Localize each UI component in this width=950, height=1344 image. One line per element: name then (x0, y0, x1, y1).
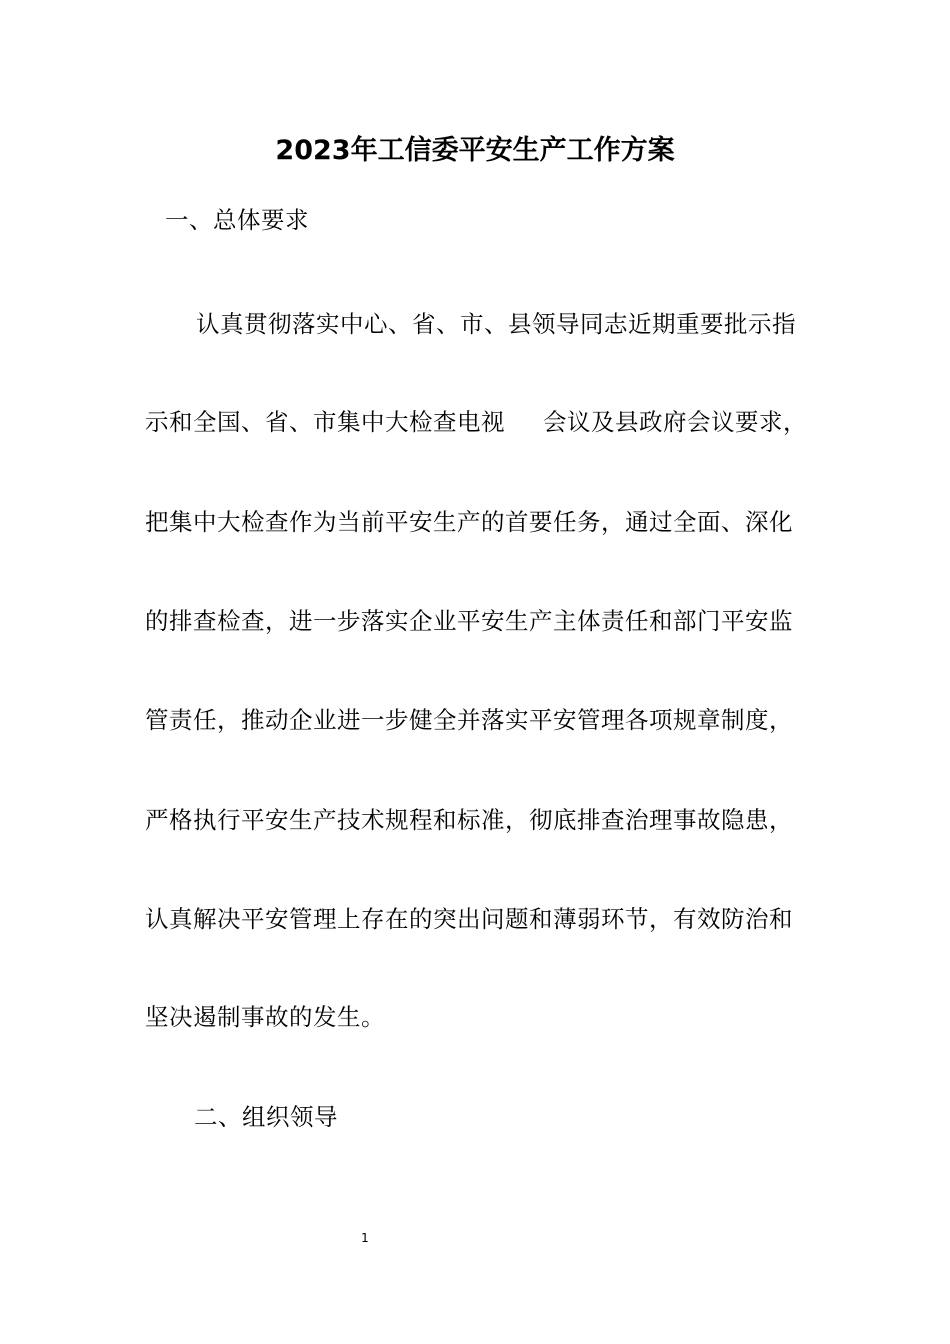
page-number: 1 (361, 1231, 369, 1245)
paragraph-line: 会议及县政府会议要求， (543, 408, 807, 436)
paragraph-line: 把集中大检查作为当前平安生产的首要任务，通过全面、深化 (145, 508, 793, 536)
section-heading-general-requirements: 一、总体要求 (165, 206, 309, 234)
paragraph-line: 示和全国、省、市集中大检查电视 (145, 408, 505, 436)
paragraph-line: 坚决遏制事故的发生。 (145, 1003, 385, 1031)
paragraph-line: 认真解决平安管理上存在的突出问题和薄弱环节，有效防治和 (145, 905, 793, 933)
paragraph-line: 严格执行平安生产技术规程和标准，彻底排查治理事故隐患， (145, 806, 793, 834)
paragraph-line: 认真贯彻落实中心、省、市、县领导同志近期重要批示指 (196, 310, 796, 338)
document-title: 2023年工信委平安生产工作方案 (275, 135, 675, 166)
section-heading-organization-leadership: 二、组织领导 (194, 1103, 338, 1131)
paragraph-line: 的排查检查，进一步落实企业平安生产主体责任和部门平安监 (145, 607, 793, 635)
paragraph-line: 管责任，推动企业进一步健全并落实平安管理各项规章制度， (145, 706, 793, 734)
